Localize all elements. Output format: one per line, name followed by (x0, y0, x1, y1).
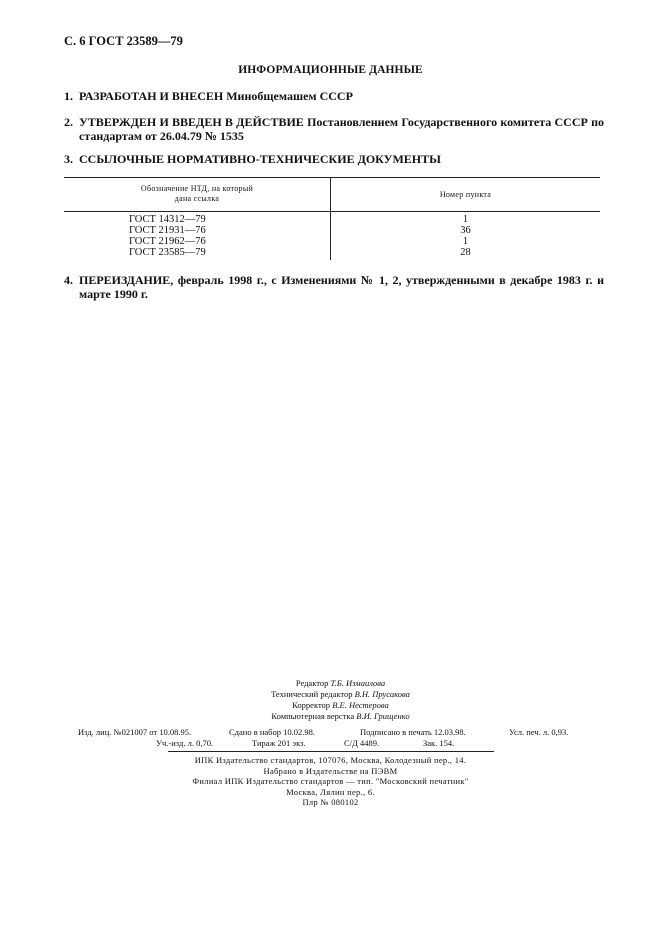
doc-cell: ГОСТ 21962—76 (129, 236, 206, 247)
clause-cell: 36 (460, 225, 471, 236)
credit-role: Компьютерная верстка (271, 711, 355, 721)
section-title: ИНФОРМАЦИОННЫЕ ДАННЫЕ (238, 64, 423, 76)
table-body (64, 214, 600, 258)
item-text: Постановлением Государственного комитета СССР по стандартам от 26.04.79 № 1535 (79, 115, 605, 143)
doc-cell: ГОСТ 21931—76 (129, 225, 206, 236)
printer-line: Москва, Лялин пер., 6. (286, 786, 375, 797)
credit-role: Технический редактор (271, 689, 353, 699)
table-row (64, 225, 600, 236)
info-item-4 (64, 273, 604, 301)
doc-cell: ГОСТ 23585—79 (129, 247, 206, 258)
clause-cell: 1 (462, 236, 469, 247)
credit-role: Корректор (292, 700, 331, 710)
table-row (64, 214, 600, 225)
item-number: 2. (64, 115, 73, 129)
print-sheets-text: Усл. печ. л. 0,93. (509, 727, 569, 737)
header-line: дана ссылка (174, 194, 220, 203)
printer-line: Набрано в Издательстве на ПЭВМ (263, 765, 398, 776)
credit-name: В.Е. Нестерова (332, 700, 389, 710)
doc-cell: ГОСТ 14312—79 (129, 214, 206, 225)
sent-text: Сдано в набор 10.02.98. (229, 727, 315, 737)
pub-sheets-text: Уч.-изд. л. 0,70. (156, 738, 214, 748)
header-line: Обозначение НТД, на который (140, 184, 254, 193)
publication-row (78, 738, 588, 749)
printer-line: Плр № 080102 (302, 797, 359, 807)
credit-name: В.Н. Прусакова (354, 689, 410, 699)
publication-row (78, 727, 588, 738)
clause-cell: 1 (462, 214, 469, 225)
license-text: Изд. лиц. №021007 от 10.08.95. (78, 727, 192, 737)
cd-text: С/Д 4489. (344, 738, 380, 748)
item-number: 1. (64, 89, 73, 103)
table-top-rule (64, 177, 600, 178)
info-item-3 (64, 152, 604, 166)
footer-divider (168, 751, 494, 752)
credit-line (0, 678, 661, 689)
item-heading: ССЫЛОЧНЫЕ НОРМАТИВНО-ТЕХНИЧЕСКИЕ ДОКУМЕНТЫ (79, 152, 441, 166)
clause-cell: 28 (460, 247, 471, 258)
item-heading: ПЕРЕИЗДАНИЕ, февраль 1998 г., с Изменениями № 1, 2, утвержденными в декабре 1983 г. и марте 1990 г. (79, 273, 604, 301)
run-text: Тираж 201 экз. (252, 738, 306, 748)
info-item-2 (64, 115, 604, 143)
table-row (64, 247, 600, 258)
credit-line (0, 700, 661, 711)
credit-role: Редактор (295, 678, 329, 688)
info-item-1 (64, 89, 604, 103)
signed-text: Подписано в печать 12.03.98. (360, 727, 466, 737)
table-header-document (64, 184, 330, 204)
page-header: С. 6 ГОСТ 23589—79 (64, 34, 183, 48)
table-row (64, 236, 600, 247)
editorial-credits (0, 678, 661, 722)
item-number: 4. (64, 273, 73, 287)
item-heading: УТВЕРЖДЕН И ВВЕДЕН В ДЕЙСТВИЕ (79, 115, 304, 129)
publication-info (78, 727, 588, 749)
credit-line (0, 711, 661, 722)
printer-line: Филиал ИПК Издательство стандартов — тип. "Московский печатник" (192, 776, 469, 786)
printer-line: ИПК Издательство стандартов, 107076, Москва, Колодезный пер., 14. (194, 755, 467, 765)
printer-info (0, 755, 661, 808)
table-header-clause: Номер пункта (439, 190, 492, 199)
credit-name: В.И. Грищенко (356, 711, 410, 721)
item-text: Минобщемашем СССР (226, 89, 353, 103)
order-text: Зак. 154. (423, 738, 455, 748)
table-header-rule (64, 211, 600, 212)
item-heading: РАЗРАБОТАН И ВНЕСЕН (79, 89, 224, 103)
credit-name: Т.Б. Измаилова (330, 678, 386, 688)
item-number: 3. (64, 152, 73, 166)
credit-line (0, 689, 661, 700)
